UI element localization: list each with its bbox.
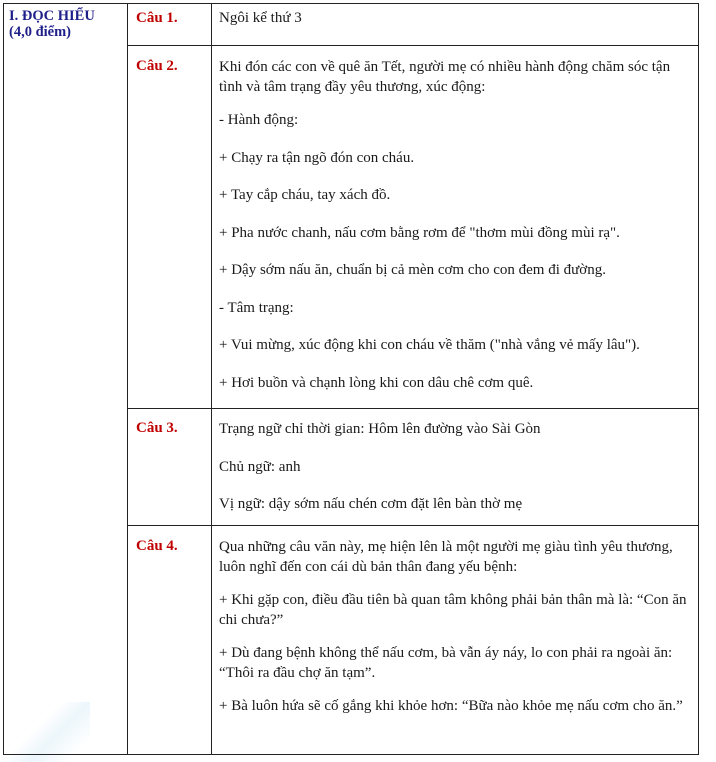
answer-line: Khi đón các con về quê ăn Tết, người mẹ có nhiều hành động chăm sóc tận tình và tâm trạng đầy yêu thương, xúc động: [219,59,671,95]
section-title [4,4,127,40]
answer-cell [212,46,699,409]
table-row-q1 [4,4,699,46]
answer-line: + Tay cắp cháu, tay xách đồ. [219,187,391,203]
question-label: Câu 3. [136,420,178,436]
question-label-cell [128,526,212,755]
question-label: Câu 1. [136,10,178,26]
question-label-cell [128,4,212,46]
answer-line: + Dậy sớm nấu ăn, chuẩn bị cả mèn cơm cho con đem đi đường. [219,262,606,278]
answer-line: + Vui mừng, xúc động khi con cháu về thăm ("nhà vắng vẻ mấy lâu"). [219,337,640,353]
answer-line: + Bà luôn hứa sẽ cố gắng khi khỏe hơn: “Bữa nào khỏe mẹ nấu cơm cho ăn.” [219,698,683,714]
answer-key-table [3,3,699,755]
answer-cell [212,4,699,46]
answer-line: - Hành động: [219,112,299,128]
question-label: Câu 4. [136,538,178,554]
answer-line: Qua những câu văn này, mẹ hiện lên là một người mẹ giàu tình yêu thương, luôn nghĩ đến con cái dù bản thân đang yếu bệnh: [219,539,673,575]
section-title-text: I. ĐỌC HIỂU [9,8,95,24]
question-label-cell [128,46,212,409]
answer-line: + Dù đang bệnh không thể nấu cơm, bà vẫn áy náy, lo con phải ra ngoài ăn: “Thôi ra đầu chợ ăn tạm”. [219,645,673,681]
answer-line: + Khi gặp con, điều đầu tiên bà quan tâm không phải bản thân mà là: “Con ăn chi chưa?” [219,592,687,628]
section-points: (4,0 điểm) [9,24,72,40]
answer-line: - Tâm trạng: [219,299,294,316]
section-cell [4,4,128,755]
answer-line: + Hơi buồn và chạnh lòng khi con dâu chê cơm quê. [219,374,534,391]
question-label: Câu 2. [136,58,178,74]
answer-line: + Chạy ra tận ngõ đón con cháu. [219,149,415,166]
answer-line: Vị ngữ: dậy sớm nấu chén cơm đặt lên bàn thờ mẹ [219,496,523,512]
answer-line: + Pha nước chanh, nấu cơm bằng rơm để "thơm mùi đồng mùi rạ". [219,224,620,241]
answer-line: Ngôi kể thứ 3 [219,10,302,26]
answer-line: Chủ ngữ: anh [219,458,301,475]
question-label-cell [128,409,212,526]
answer-line: Trạng ngữ chỉ thời gian: Hôm lên đường vào Sài Gòn [219,421,541,437]
answer-cell [212,526,699,755]
answer-cell [212,409,699,526]
